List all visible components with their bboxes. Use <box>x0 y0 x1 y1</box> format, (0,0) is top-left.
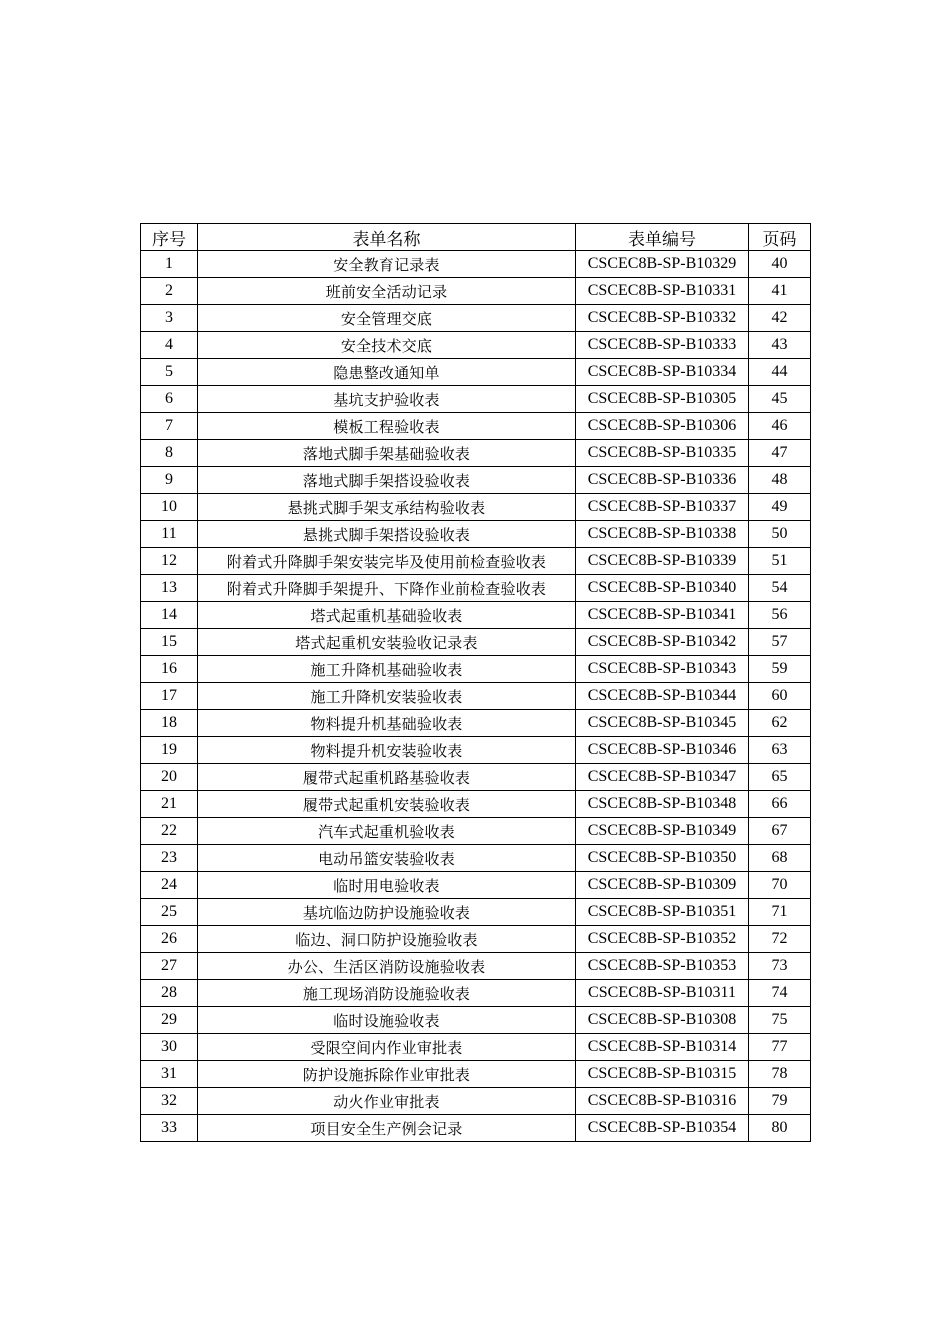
cell-page-number: 43 <box>749 332 811 359</box>
cell-form-code: CSCEC8B-SP-B10346 <box>576 737 749 764</box>
table-row <box>141 656 811 683</box>
cell-serial-number: 2 <box>141 278 198 305</box>
cell-form-name: 履带式起重机安装验收表 <box>198 791 576 818</box>
cell-form-name: 物料提升机安装验收表 <box>198 737 576 764</box>
cell-form-code: CSCEC8B-SP-B10306 <box>576 413 749 440</box>
cell-page-number: 47 <box>749 440 811 467</box>
cell-form-code: CSCEC8B-SP-B10337 <box>576 494 749 521</box>
cell-form-code: CSCEC8B-SP-B10352 <box>576 926 749 953</box>
cell-form-name: 安全技术交底 <box>198 332 576 359</box>
cell-serial-number: 9 <box>141 467 198 494</box>
cell-serial-number: 18 <box>141 710 198 737</box>
cell-form-name: 电动吊篮安装验收表 <box>198 845 576 872</box>
cell-serial-number: 28 <box>141 980 198 1007</box>
table-row <box>141 359 811 386</box>
cell-form-code: CSCEC8B-SP-B10340 <box>576 575 749 602</box>
cell-form-code: CSCEC8B-SP-B10341 <box>576 602 749 629</box>
cell-form-name: 落地式脚手架搭设验收表 <box>198 467 576 494</box>
cell-page-number: 41 <box>749 278 811 305</box>
cell-form-code: CSCEC8B-SP-B10311 <box>576 980 749 1007</box>
cell-page-number: 70 <box>749 872 811 899</box>
cell-page-number: 60 <box>749 683 811 710</box>
cell-serial-number: 22 <box>141 818 198 845</box>
table-row <box>141 737 811 764</box>
cell-form-name: 防护设施拆除作业审批表 <box>198 1061 576 1088</box>
cell-form-name: 履带式起重机路基验收表 <box>198 764 576 791</box>
table-row <box>141 764 811 791</box>
cell-serial-number: 29 <box>141 1007 198 1034</box>
cell-serial-number: 26 <box>141 926 198 953</box>
table-row <box>141 548 811 575</box>
cell-form-name: 模板工程验收表 <box>198 413 576 440</box>
cell-serial-number: 25 <box>141 899 198 926</box>
table-row <box>141 953 811 980</box>
cell-form-code: CSCEC8B-SP-B10351 <box>576 899 749 926</box>
cell-page-number: 65 <box>749 764 811 791</box>
table-row <box>141 899 811 926</box>
cell-serial-number: 31 <box>141 1061 198 1088</box>
cell-form-code: CSCEC8B-SP-B10342 <box>576 629 749 656</box>
header-serial-number: 序号 <box>141 224 198 251</box>
cell-form-name: 动火作业审批表 <box>198 1088 576 1115</box>
cell-page-number: 45 <box>749 386 811 413</box>
cell-form-code: CSCEC8B-SP-B10332 <box>576 305 749 332</box>
cell-form-name: 悬挑式脚手架支承结构验收表 <box>198 494 576 521</box>
cell-form-code: CSCEC8B-SP-B10336 <box>576 467 749 494</box>
cell-serial-number: 21 <box>141 791 198 818</box>
table-row <box>141 440 811 467</box>
cell-page-number: 44 <box>749 359 811 386</box>
table-body <box>141 251 811 1142</box>
cell-form-name: 隐患整改通知单 <box>198 359 576 386</box>
cell-page-number: 77 <box>749 1034 811 1061</box>
cell-page-number: 63 <box>749 737 811 764</box>
cell-serial-number: 7 <box>141 413 198 440</box>
cell-page-number: 72 <box>749 926 811 953</box>
header-form-name: 表单名称 <box>198 224 576 251</box>
cell-form-name: 附着式升降脚手架安装完毕及使用前检查验收表 <box>198 548 576 575</box>
cell-form-name: 汽车式起重机验收表 <box>198 818 576 845</box>
table-row <box>141 1088 811 1115</box>
cell-form-code: CSCEC8B-SP-B10353 <box>576 953 749 980</box>
cell-serial-number: 14 <box>141 602 198 629</box>
cell-form-code: CSCEC8B-SP-B10314 <box>576 1034 749 1061</box>
table-row <box>141 602 811 629</box>
cell-form-name: 施工现场消防设施验收表 <box>198 980 576 1007</box>
cell-serial-number: 24 <box>141 872 198 899</box>
cell-page-number: 67 <box>749 818 811 845</box>
header-page-number: 页码 <box>749 224 811 251</box>
cell-form-code: CSCEC8B-SP-B10344 <box>576 683 749 710</box>
table-row <box>141 926 811 953</box>
cell-form-name: 基坑临边防护设施验收表 <box>198 899 576 926</box>
table-row <box>141 791 811 818</box>
cell-page-number: 40 <box>749 251 811 278</box>
cell-serial-number: 4 <box>141 332 198 359</box>
cell-page-number: 78 <box>749 1061 811 1088</box>
form-index-table <box>140 223 811 1142</box>
cell-serial-number: 17 <box>141 683 198 710</box>
table-row <box>141 386 811 413</box>
cell-serial-number: 27 <box>141 953 198 980</box>
cell-form-code: CSCEC8B-SP-B10305 <box>576 386 749 413</box>
cell-serial-number: 16 <box>141 656 198 683</box>
cell-page-number: 49 <box>749 494 811 521</box>
cell-form-code: CSCEC8B-SP-B10315 <box>576 1061 749 1088</box>
cell-form-name: 塔式起重机安装验收记录表 <box>198 629 576 656</box>
cell-serial-number: 33 <box>141 1115 198 1142</box>
table-row <box>141 332 811 359</box>
table-row <box>141 575 811 602</box>
cell-form-name: 施工升降机基础验收表 <box>198 656 576 683</box>
cell-serial-number: 13 <box>141 575 198 602</box>
cell-form-code: CSCEC8B-SP-B10316 <box>576 1088 749 1115</box>
cell-form-name: 项目安全生产例会记录 <box>198 1115 576 1142</box>
table-row <box>141 1061 811 1088</box>
cell-form-name: 落地式脚手架基础验收表 <box>198 440 576 467</box>
cell-form-code: CSCEC8B-SP-B10333 <box>576 332 749 359</box>
table-row <box>141 1007 811 1034</box>
cell-serial-number: 8 <box>141 440 198 467</box>
cell-page-number: 50 <box>749 521 811 548</box>
cell-page-number: 54 <box>749 575 811 602</box>
table-row <box>141 305 811 332</box>
header-form-code: 表单编号 <box>576 224 749 251</box>
cell-form-name: 临时设施验收表 <box>198 1007 576 1034</box>
cell-form-name: 班前安全活动记录 <box>198 278 576 305</box>
cell-page-number: 42 <box>749 305 811 332</box>
table-row <box>141 251 811 278</box>
cell-form-code: CSCEC8B-SP-B10308 <box>576 1007 749 1034</box>
table-row <box>141 1115 811 1142</box>
cell-page-number: 71 <box>749 899 811 926</box>
cell-page-number: 66 <box>749 791 811 818</box>
cell-page-number: 74 <box>749 980 811 1007</box>
cell-serial-number: 12 <box>141 548 198 575</box>
table-row <box>141 818 811 845</box>
table-row <box>141 467 811 494</box>
cell-page-number: 68 <box>749 845 811 872</box>
cell-page-number: 75 <box>749 1007 811 1034</box>
cell-form-name: 办公、生活区消防设施验收表 <box>198 953 576 980</box>
table-row <box>141 278 811 305</box>
cell-serial-number: 5 <box>141 359 198 386</box>
table-row <box>141 494 811 521</box>
cell-form-code: CSCEC8B-SP-B10335 <box>576 440 749 467</box>
cell-serial-number: 19 <box>141 737 198 764</box>
cell-form-code: CSCEC8B-SP-B10338 <box>576 521 749 548</box>
cell-form-name: 临边、洞口防护设施验收表 <box>198 926 576 953</box>
cell-serial-number: 15 <box>141 629 198 656</box>
table-row <box>141 980 811 1007</box>
cell-form-name: 物料提升机基础验收表 <box>198 710 576 737</box>
cell-page-number: 59 <box>749 656 811 683</box>
table-row <box>141 413 811 440</box>
cell-page-number: 62 <box>749 710 811 737</box>
cell-form-name: 临时用电验收表 <box>198 872 576 899</box>
cell-page-number: 57 <box>749 629 811 656</box>
cell-serial-number: 10 <box>141 494 198 521</box>
cell-page-number: 46 <box>749 413 811 440</box>
table-row <box>141 845 811 872</box>
cell-form-code: CSCEC8B-SP-B10349 <box>576 818 749 845</box>
cell-serial-number: 20 <box>141 764 198 791</box>
cell-form-name: 施工升降机安装验收表 <box>198 683 576 710</box>
cell-form-code: CSCEC8B-SP-B10345 <box>576 710 749 737</box>
cell-serial-number: 32 <box>141 1088 198 1115</box>
cell-serial-number: 1 <box>141 251 198 278</box>
cell-form-code: CSCEC8B-SP-B10350 <box>576 845 749 872</box>
cell-page-number: 80 <box>749 1115 811 1142</box>
table-row <box>141 710 811 737</box>
cell-serial-number: 30 <box>141 1034 198 1061</box>
table-header-row <box>141 224 811 251</box>
cell-page-number: 73 <box>749 953 811 980</box>
cell-serial-number: 11 <box>141 521 198 548</box>
cell-form-name: 安全教育记录表 <box>198 251 576 278</box>
cell-form-name: 安全管理交底 <box>198 305 576 332</box>
cell-form-code: CSCEC8B-SP-B10343 <box>576 656 749 683</box>
table-row <box>141 683 811 710</box>
cell-page-number: 51 <box>749 548 811 575</box>
cell-serial-number: 6 <box>141 386 198 413</box>
cell-serial-number: 23 <box>141 845 198 872</box>
cell-page-number: 56 <box>749 602 811 629</box>
cell-form-code: CSCEC8B-SP-B10309 <box>576 872 749 899</box>
cell-form-name: 悬挑式脚手架搭设验收表 <box>198 521 576 548</box>
table-row <box>141 629 811 656</box>
table-row <box>141 872 811 899</box>
cell-form-code: CSCEC8B-SP-B10348 <box>576 791 749 818</box>
cell-form-name: 受限空间内作业审批表 <box>198 1034 576 1061</box>
cell-serial-number: 3 <box>141 305 198 332</box>
cell-form-code: CSCEC8B-SP-B10329 <box>576 251 749 278</box>
table-row <box>141 1034 811 1061</box>
cell-form-name: 塔式起重机基础验收表 <box>198 602 576 629</box>
cell-form-code: CSCEC8B-SP-B10354 <box>576 1115 749 1142</box>
cell-form-code: CSCEC8B-SP-B10347 <box>576 764 749 791</box>
cell-form-code: CSCEC8B-SP-B10331 <box>576 278 749 305</box>
cell-form-name: 基坑支护验收表 <box>198 386 576 413</box>
cell-form-code: CSCEC8B-SP-B10334 <box>576 359 749 386</box>
cell-form-code: CSCEC8B-SP-B10339 <box>576 548 749 575</box>
cell-page-number: 48 <box>749 467 811 494</box>
cell-form-name: 附着式升降脚手架提升、下降作业前检查验收表 <box>198 575 576 602</box>
cell-page-number: 79 <box>749 1088 811 1115</box>
table-row <box>141 521 811 548</box>
